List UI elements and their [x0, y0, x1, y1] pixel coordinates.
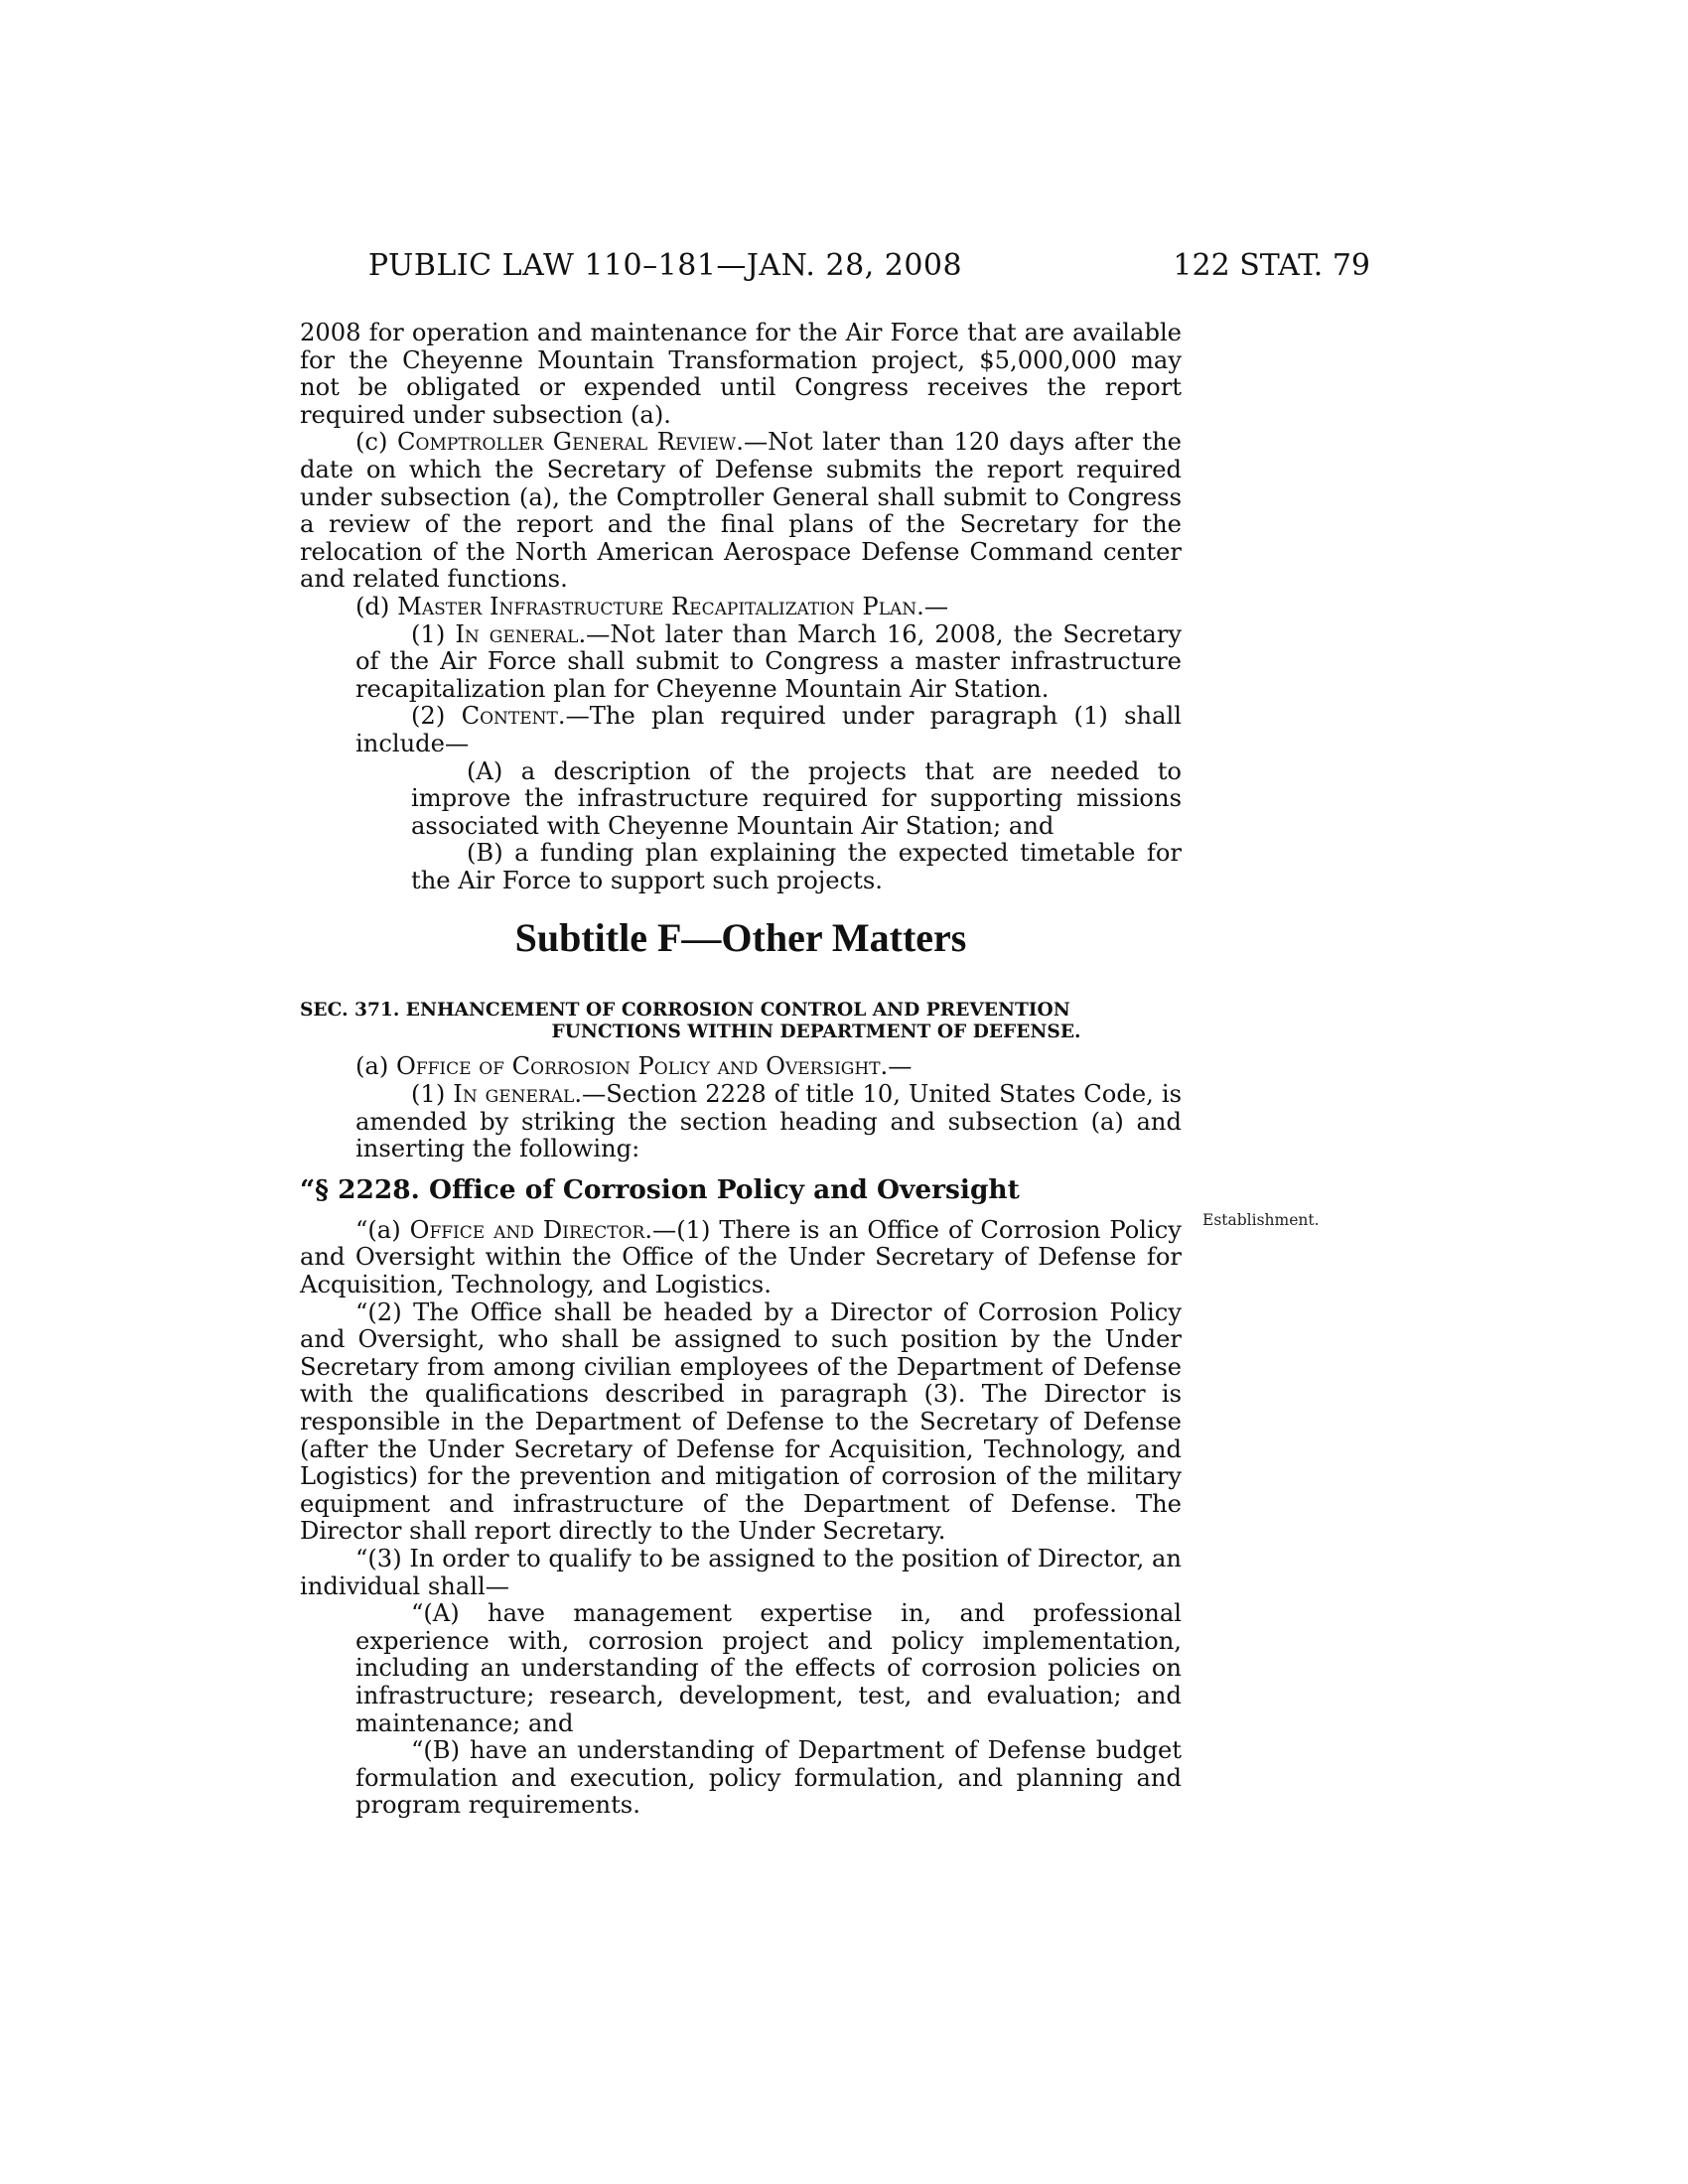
paragraph-d: [300, 594, 1182, 621]
code-a-text: .—(1) There is an Office of Corrosion Policy and Oversight within the Office of the Under Secretary of Defense for Acquisition, Technology, and Logistics.: [300, 1215, 1182, 1299]
running-head-title: PUBLIC LAW 110–181—JAN. 28, 2008: [367, 248, 963, 283]
section-a1-number: (1): [411, 1080, 446, 1109]
text-column: [300, 320, 1182, 1820]
paragraph-d-number: (d): [355, 592, 390, 620]
paragraph-c-heading: Comptroller General Review: [397, 428, 737, 457]
paragraph-b-continued: 2008 for operation and maintenance for the Air Force that are available for the Cheyenne Mountain Transformation project, $5,000,000 may not be obligated or expended until Congress receives the report required under subsection (a).: [300, 319, 1182, 429]
code-a-number: “(a): [355, 1215, 401, 1244]
paragraph-d2-heading: Content: [461, 702, 558, 731]
running-head: [0, 248, 1688, 288]
code-a-heading: Office and Director: [409, 1215, 645, 1244]
margin-note: Establishment.: [1202, 1211, 1320, 1229]
section-a-tail: .—: [880, 1052, 913, 1081]
paragraph-d2-b: (B) a funding plan explaining the expected timetable for the Air Force to support such projects.: [411, 839, 1182, 894]
section-paragraph-a: [300, 1053, 1182, 1081]
paragraph-c-number: (c): [355, 428, 388, 457]
section-heading: [300, 1000, 1182, 1043]
code-paragraph-3a: “(A) have management expertise in, and professional experience with, corrosion project and policy implementation, including an understanding of the effects of corrosion policies on infrastructure; research, development, test, and evaluation; and maintenance; and: [355, 1599, 1182, 1737]
paragraph-d1-number: (1): [411, 619, 446, 648]
section-paragraph-a1: [300, 1081, 1182, 1163]
code-paragraph-3: “(3) In order to qualify to be assigned to the position of Director, an individual shall—: [300, 1544, 1182, 1600]
section-heading-line1: SEC. 371. ENHANCEMENT OF CORROSION CONTROL AND PREVENTION: [300, 1000, 1070, 1022]
paragraph-d1-text: .—Not later than March 16, 2008, the Secretary of the Air Force shall submit to Congress a master infrastructure recapitalization plan for Cheyenne Mountain Air Station.: [355, 619, 1182, 703]
paragraph-d2-text: .—The plan required under paragraph (1) shall include—: [355, 702, 1182, 757]
paragraph-c-text: .—Not later than 120 days after the date on which the Secretary of Defense submits the report required under subsection (a), the Comptroller General shall submit to Congress a review of the report and the final plans of the Secretary for the relocation of the North American Aerospace Defense Command center and related functions.: [300, 428, 1182, 594]
paragraph-d-tail: .—: [916, 592, 949, 620]
code-paragraph-a: [300, 1217, 1182, 1299]
code-paragraph-3b: “(B) have an understanding of Department of Defense budget formulation and execution, policy formulation, and planning and program requirements.: [355, 1736, 1182, 1820]
paragraph-d1: [300, 621, 1182, 704]
paragraph-d2-a: (A) a description of the projects that are needed to improve the infrastructure required for supporting missions associated with Cheyenne Mountain Air Station; and: [411, 756, 1182, 840]
section-a1-heading: In general: [453, 1080, 575, 1109]
section-heading-line2: FUNCTIONS WITHIN DEPARTMENT OF DEFENSE.: [551, 1022, 1081, 1043]
section-a-number: (a): [355, 1052, 389, 1081]
paragraph-d2-number: (2): [411, 702, 446, 731]
paragraph-d-heading: Master Infrastructure Recapitalization Plan: [397, 592, 917, 620]
code-paragraph-2: “(2) The Office shall be headed by a Director of Corrosion Policy and Oversight, who shall be assigned to such position by the Under Secretary from among civilian employees of the Department of Defense with the qualifications described in paragraph (3). The Director is responsible in the Department of Defense to the Secretary of Defense (after the Under Secretary of Defense for Acquisition, Technology, and Logistics) for the prevention and mitigation of corrosion of the military equipment and infrastructure of the Department of Defense. The Director shall report directly to the Under Secretary.: [300, 1297, 1182, 1546]
page-number: 122 STAT. 79: [1173, 248, 1370, 283]
code-section-heading: “§ 2228. Office of Corrosion Policy and Oversight: [300, 1173, 1020, 1205]
section-a-heading: Office of Corrosion Policy and Oversight: [396, 1052, 881, 1081]
paragraph-d1-heading: In general: [455, 619, 579, 648]
subtitle-heading: Subtitle F—Other Matters: [514, 915, 967, 961]
section-a1-text: .—Section 2228 of title 10, United States Code, is amended by striking the section heading and subsection (a) and inserting the following:: [355, 1080, 1182, 1163]
paragraph-d2: [300, 703, 1182, 757]
paragraph-c: [300, 429, 1182, 594]
